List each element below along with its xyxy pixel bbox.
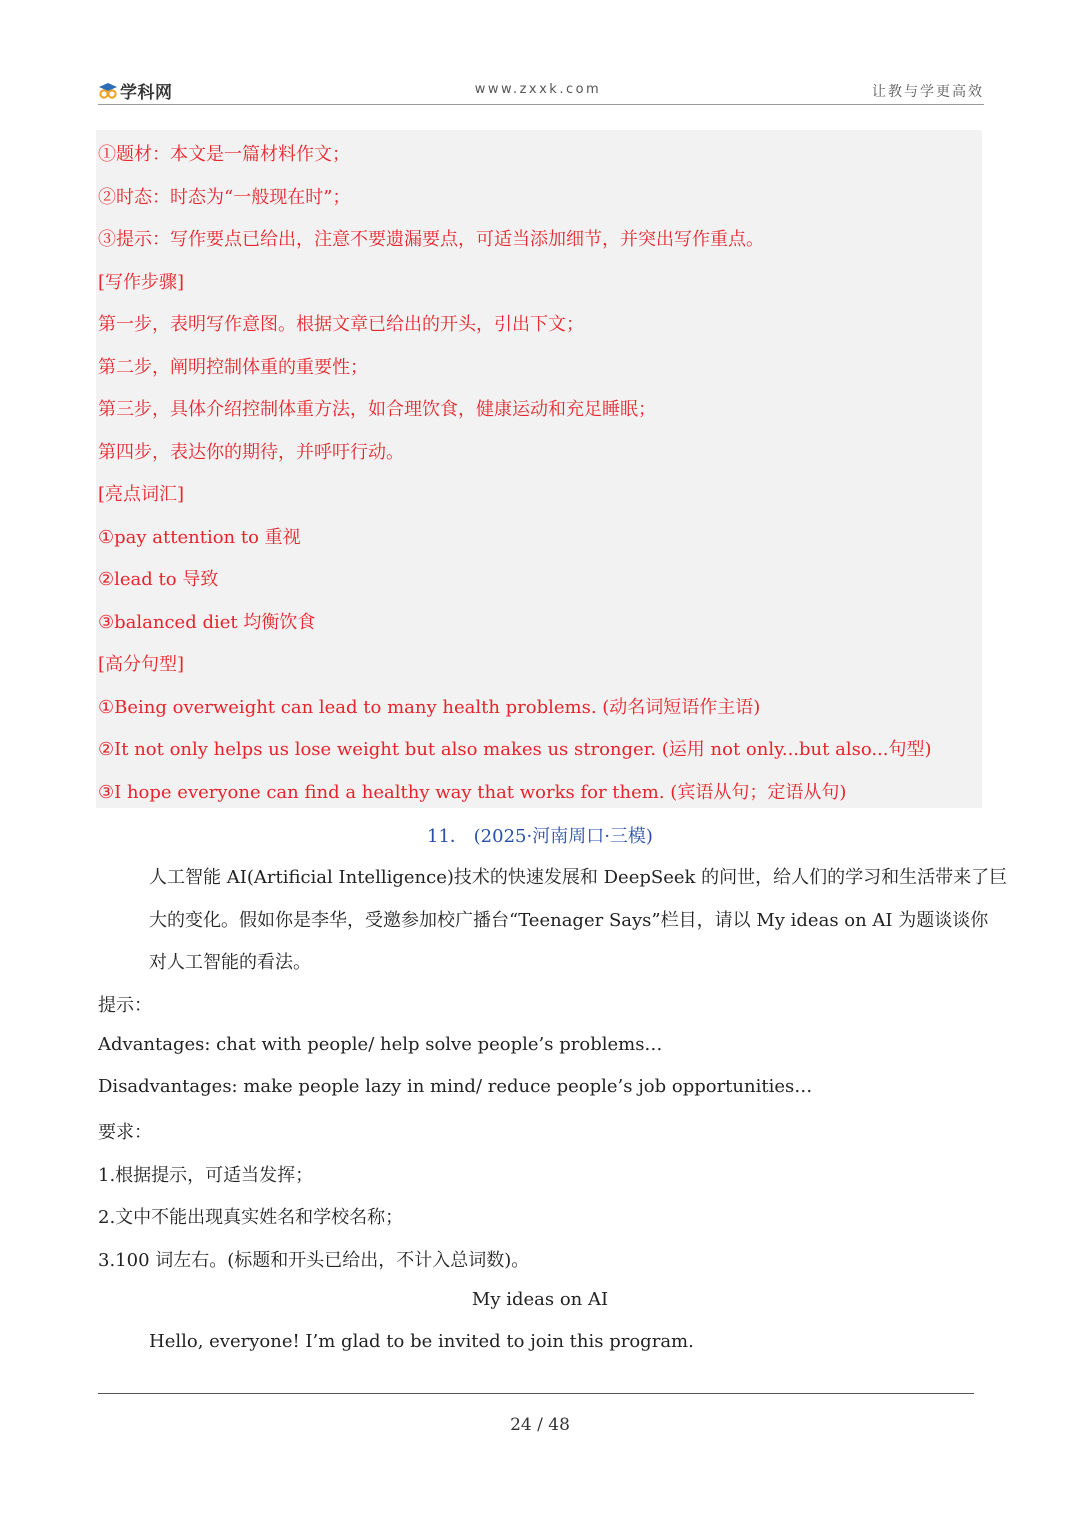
page-number: 24 / 48 xyxy=(510,1415,570,1435)
section-heading: [亮点词汇] xyxy=(98,484,185,505)
answer-line: ②It not only helps us lose weight but also makes us stronger. (运用 not only...but also...句型) xyxy=(98,739,932,760)
essay-opening: Hello, everyone! I’m glad to be invited to join this program. xyxy=(149,1331,694,1352)
header-slogan: 让教与学更高效 xyxy=(872,84,984,100)
answer-line: ①Being overweight can lead to many health problems. (动名词短语作主语) xyxy=(98,697,761,718)
question-title: 11． (2025·河南周口·三模) xyxy=(427,826,653,847)
logo-text: 学科网 xyxy=(120,83,173,103)
requirement-item: 1.根据提示，可适当发挥； xyxy=(98,1165,314,1186)
answer-line: ③提示：写作要点已给出，注意不要遗漏要点，可适当添加细节，并突出写作重点。 xyxy=(98,229,764,250)
requirement-item: 3.100 词左右。(标题和开头已给出，不计入总词数)。 xyxy=(98,1250,530,1271)
disadvantages-line: Disadvantages: make people lazy in mind/ reduce people’s job opportunities… xyxy=(98,1076,813,1097)
prompt-line: 人工智能 AI(Artificial Intelligence)技术的快速发展和 DeepSeek 的问世，给人们的学习和生活带来了巨 xyxy=(149,867,1008,888)
hint-label: 提示： xyxy=(98,995,152,1016)
advantages-line: Advantages: chat with people/ help solve people’s problems… xyxy=(98,1034,663,1055)
section-heading: [写作步骤] xyxy=(98,272,185,293)
footer-divider xyxy=(98,1393,974,1394)
answer-line: ②lead to 导致 xyxy=(98,569,219,590)
prompt-line: 对人工智能的看法。 xyxy=(149,952,311,973)
requirements-label: 要求： xyxy=(98,1122,152,1143)
answer-line: 第二步，阐明控制体重的重要性； xyxy=(98,357,368,378)
site-url: www.zxxk.com xyxy=(474,82,602,97)
answer-line: 第三步，具体介绍控制体重方法，如合理饮食，健康运动和充足睡眠； xyxy=(98,399,656,420)
answer-analysis-box xyxy=(96,130,982,808)
page-header xyxy=(98,74,984,105)
answer-line: 第一步，表明写作意图。根据文章已给出的开头，引出下文； xyxy=(98,314,584,335)
section-heading: [高分句型] xyxy=(98,654,185,675)
answer-line: ③I hope everyone can find a healthy way that works for them. (宾语从句；定语从句) xyxy=(98,782,847,803)
prompt-line: 大的变化。假如你是李华，受邀参加校广播台“Teenager Says”栏目，请以 My ideas on AI 为题谈谈你 xyxy=(149,910,989,931)
answer-line: ③balanced diet 均衡饮食 xyxy=(98,612,316,633)
answer-line: 第四步，表达你的期待，并呼吁行动。 xyxy=(98,442,404,463)
requirement-item: 2.文中不能出现真实姓名和学校名称； xyxy=(98,1207,404,1228)
answer-line: ②时态：时态为“一般现在时”； xyxy=(98,187,351,208)
essay-title: My ideas on AI xyxy=(471,1289,609,1310)
answer-line: ①题材：本文是一篇材料作文； xyxy=(98,144,350,165)
answer-line: ①pay attention to 重视 xyxy=(98,527,301,548)
graduation-cap-logo-icon xyxy=(98,81,118,101)
logo xyxy=(98,78,173,103)
